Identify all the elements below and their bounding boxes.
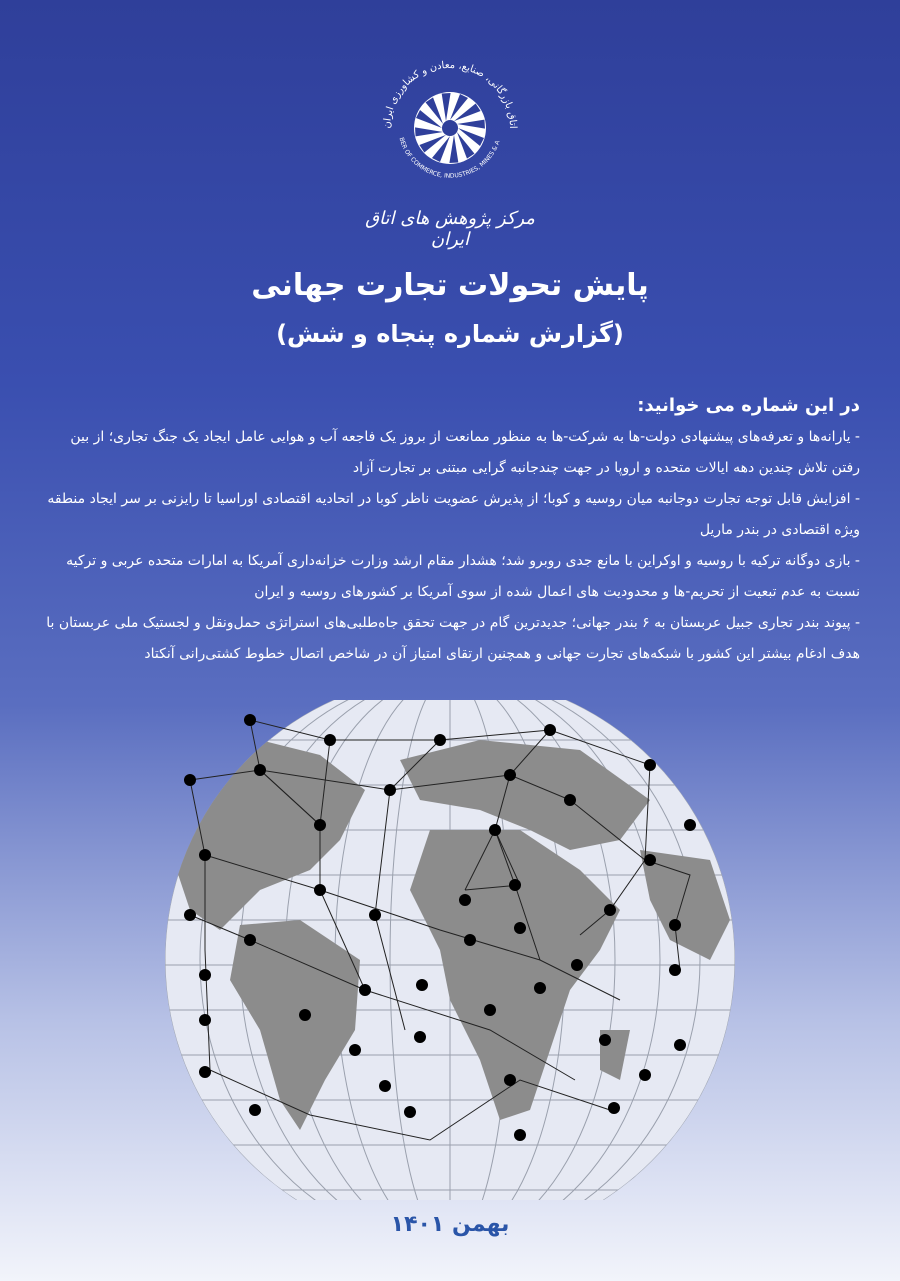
globe-network-icon: [150, 700, 750, 1200]
contents-section: [40, 395, 860, 670]
logo: [360, 40, 540, 250]
globe-illustration: [150, 700, 750, 1200]
page-subtitle: (گزارش شماره پنجاه و شش): [276, 320, 624, 348]
issue-date: بهمن ۱۴۰۱: [390, 1212, 510, 1237]
logo-caption: مرکز پژوهش های اتاق ایران: [365, 208, 535, 250]
contents-item: - یارانه‌ها و تعرفه‌های پیشنهادی دولت-ها به شرکت-ها به منظور ممانعت از بروز یک فاجعه آب و هوایی عامل ایجاد یک جنگ تجاری؛ از بین رفتن تلاش چندین دهه ایالات متحده و اروپا در جهت چندجانبه گرایی مبتنی بر تجارت آزاد: [70, 429, 860, 476]
contents-item: - افزایش قابل توجه تجارت دوجانبه میان روسیه و کوبا؛ از پذیرش عضویت ناظر کوبا در اتحادیه اقتصادی اوراسیا تا رایزنی بر سر ایجاد منطقه ویژه اقتصادی در بندر ماریل: [47, 491, 860, 538]
logo-arc-text: اتاق بازرگانی، صنایع، معادن و کشاورزی ایران: [381, 59, 519, 129]
contents-heading: در این شماره می خوانید:: [637, 395, 860, 416]
logo-arc-text-en: BER OF COMMERCE, INDUSTRIES, MINES & A: [397, 136, 502, 180]
contents-item: - پیوند بندر تجاری جبیل عربستان به ۶ بندر جهانی؛ جدیدترین گام در جهت تحقق جاه‌طلبی‌های استراتژی حمل‌ونقل و لجستیک ملی عربستان با هدف ادغام بیشتر این کشور با شبکه‌های تجارت جهانی و همچنین ارتقای امتیاز آن در شاخص اتصال خطوط کشتی‌رانی آنکتاد: [46, 615, 860, 662]
logo-icon: [360, 40, 540, 205]
page-title: پایش تحولات تجارت جهانی: [251, 268, 649, 303]
contents-item: - بازی دوگانه ترکیه با روسیه و اوکراین با مانع جدی روبرو شد؛ هشدار مقام ارشد وزارت خزانه‌داری آمریکا به امارات متحده عربی و ترکیه نسبت به عدم تبعیت از تحریم-ها و محدودیت های اعمال شده از سوی آمریکا بر کشورهای روسیه و ایران: [66, 553, 860, 600]
